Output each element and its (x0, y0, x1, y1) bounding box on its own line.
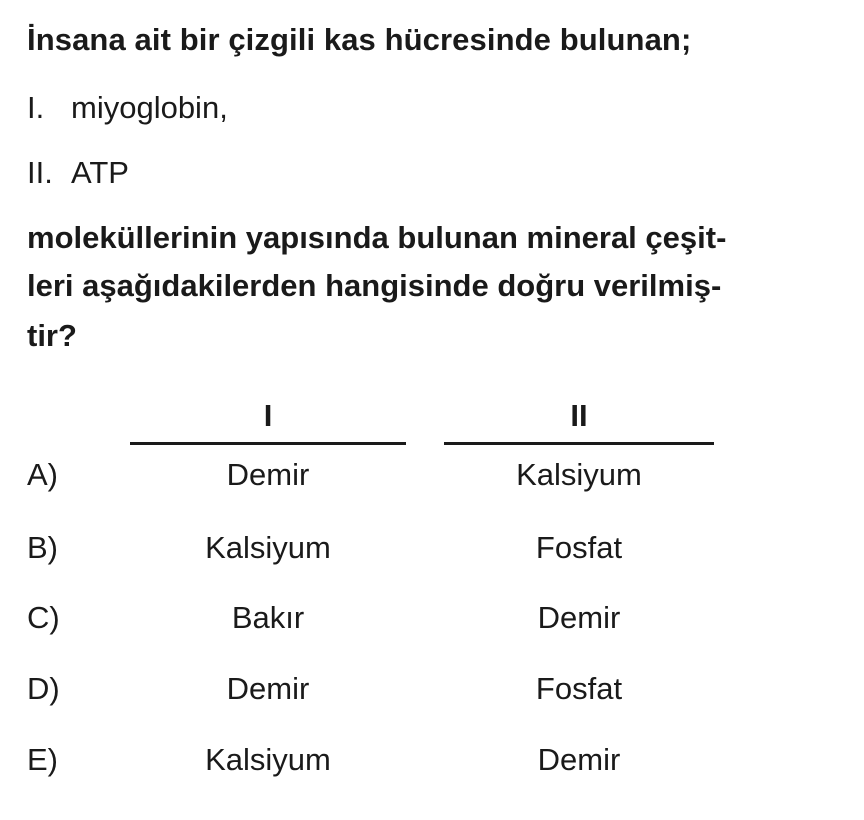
option-col2-value: Kalsiyum (516, 457, 642, 492)
question-stem-line: moleküllerinin yapısında bulunan mineral çeşit- (27, 220, 727, 255)
option-col2-value: Demir (537, 600, 621, 635)
answer-option-e[interactable] (0, 742, 864, 782)
option-col2-value: Fosfat (535, 530, 623, 565)
column-header-2: II (570, 398, 588, 433)
option-col1-value: Demir (226, 671, 310, 706)
option-col1-value: Kalsiyum (205, 530, 331, 565)
answer-option-c[interactable] (0, 600, 864, 640)
statement-item (27, 90, 228, 126)
question-title: İnsana ait bir çizgili kas hücresinde bulunan; (27, 22, 692, 57)
question-stem-line: leri aşağıdakilerden hangisinde doğru verilmiş- (27, 268, 722, 303)
column-rule-1 (130, 442, 406, 445)
option-letter: D) (27, 671, 60, 706)
answer-option-b[interactable] (0, 530, 864, 570)
option-col2-value: Fosfat (535, 671, 623, 706)
option-letter: C) (27, 600, 60, 635)
option-col2-value: Demir (537, 742, 621, 777)
option-col1-value: Kalsiyum (205, 742, 331, 777)
option-letter: B) (27, 530, 58, 565)
answer-option-a[interactable] (0, 457, 864, 497)
statement-text: ATP (71, 155, 129, 190)
question-stem-line: tir? (27, 318, 77, 353)
answer-option-d[interactable] (0, 671, 864, 711)
statement-numeral: II. (27, 155, 53, 190)
statement-text: miyoglobin, (71, 90, 228, 125)
option-col1-value: Bakır (231, 600, 305, 635)
statement-item (27, 155, 129, 191)
statement-numeral: I. (27, 90, 45, 125)
option-letter: A) (27, 457, 58, 492)
option-letter: E) (27, 742, 58, 777)
option-col1-value: Demir (226, 457, 310, 492)
column-header-1: I (263, 398, 273, 433)
column-rule-2 (444, 442, 714, 445)
